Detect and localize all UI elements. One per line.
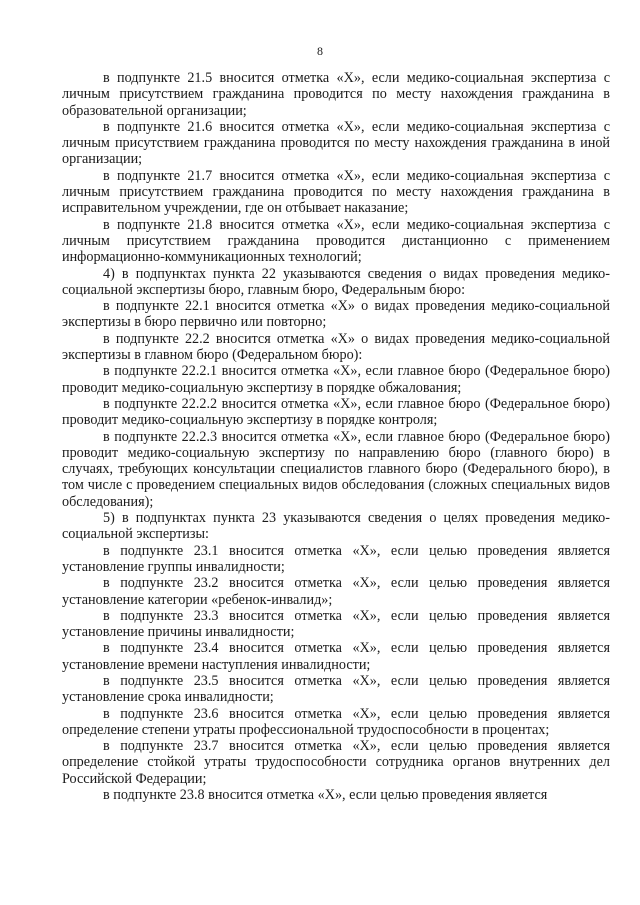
paragraph: в подпункте 21.8 вносится отметка «Х», если медико-социальная экспертиза с личным присутствием гражданина проводится дистанционно с применением информационно-коммуникационных технологий; [62, 216, 610, 266]
paragraph: в подпункте 21.5 вносится отметка «Х», если медико-социальная экспертиза с личным присутствием гражданина проводится по месту нахождения гражданина в образовательной организации; [62, 70, 610, 119]
paragraph: 4) в подпунктах пункта 22 указываются сведения о видах проведения медико-социальной экспертизы бюро, главным бюро, Федеральным бюро: [62, 265, 610, 298]
paragraph: в подпункте 23.1 вносится отметка «Х», если целью проведения является установление группы инвалидности; [62, 542, 610, 575]
paragraph: в подпункте 22.2.3 вносится отметка «Х», если главное бюро (Федеральное бюро) проводит медико-социальную экспертизу по направлению бюро (главного бюро) в случаях, требующих консультации специалистов главного бюро (Федерального бюро), в том числе с проведением специальных видов обследования (сложных специальных видов обследования); [62, 428, 610, 510]
paragraph: в подпункте 23.5 вносится отметка «Х», если целью проведения является установление срока инвалидности; [62, 672, 610, 706]
paragraph: 5) в подпунктах пункта 23 указываются сведения о целях проведения медико-социальной экспертизы: [62, 510, 610, 543]
page-number: 8 [317, 44, 323, 58]
paragraph: в подпункте 21.6 вносится отметка «Х», если медико-социальная экспертиза с личным присутствием гражданина проводится по месту нахождения гражданина в иной организации; [62, 118, 610, 168]
paragraph: в подпункте 22.1 вносится отметка «Х» о видах проведения медико-социальной экспертизы в бюро первично или повторно; [62, 298, 610, 331]
paragraph: в подпункте 22.2 вносится отметка «Х» о видах проведения медико-социальной экспертизы в главном бюро (Федеральном бюро): [62, 330, 610, 364]
paragraph: в подпункте 23.4 вносится отметка «Х», если целью проведения является установление времени наступления инвалидности; [62, 640, 610, 673]
paragraph: в подпункте 23.7 вносится отметка «Х», если целью проведения является определение стойкой утраты трудоспособности сотрудника органов внутренних дел Российской Федерации; [62, 738, 610, 787]
paragraph: в подпункте 23.8 вносится отметка «Х», если целью проведения является [103, 787, 548, 804]
paragraph: в подпункте 23.6 вносится отметка «Х», если целью проведения является определение степени утраты профессиональной трудоспособности в процентах; [62, 705, 610, 738]
paragraph: в подпункте 21.7 вносится отметка «Х», если медико-социальная экспертиза с личным присутствием гражданина проводится по месту нахождения гражданина в исправительном учреждении, где он отбывает наказание; [62, 167, 610, 217]
paragraph: в подпункте 23.3 вносится отметка «Х», если целью проведения является установление причины инвалидности; [62, 607, 610, 641]
document-body [62, 70, 610, 803]
paragraph: в подпункте 22.2.1 вносится отметка «Х», если главное бюро (Федеральное бюро) проводит медико-социальную экспертизу в порядке обжалования; [62, 363, 610, 396]
paragraph: в подпункте 23.2 вносится отметка «Х», если целью проведения является установление категории «ребенок-инвалид»; [62, 575, 610, 608]
paragraph: в подпункте 22.2.2 вносится отметка «Х», если главное бюро (Федеральное бюро) проводит медико-социальную экспертизу в порядке контроля; [62, 395, 610, 429]
